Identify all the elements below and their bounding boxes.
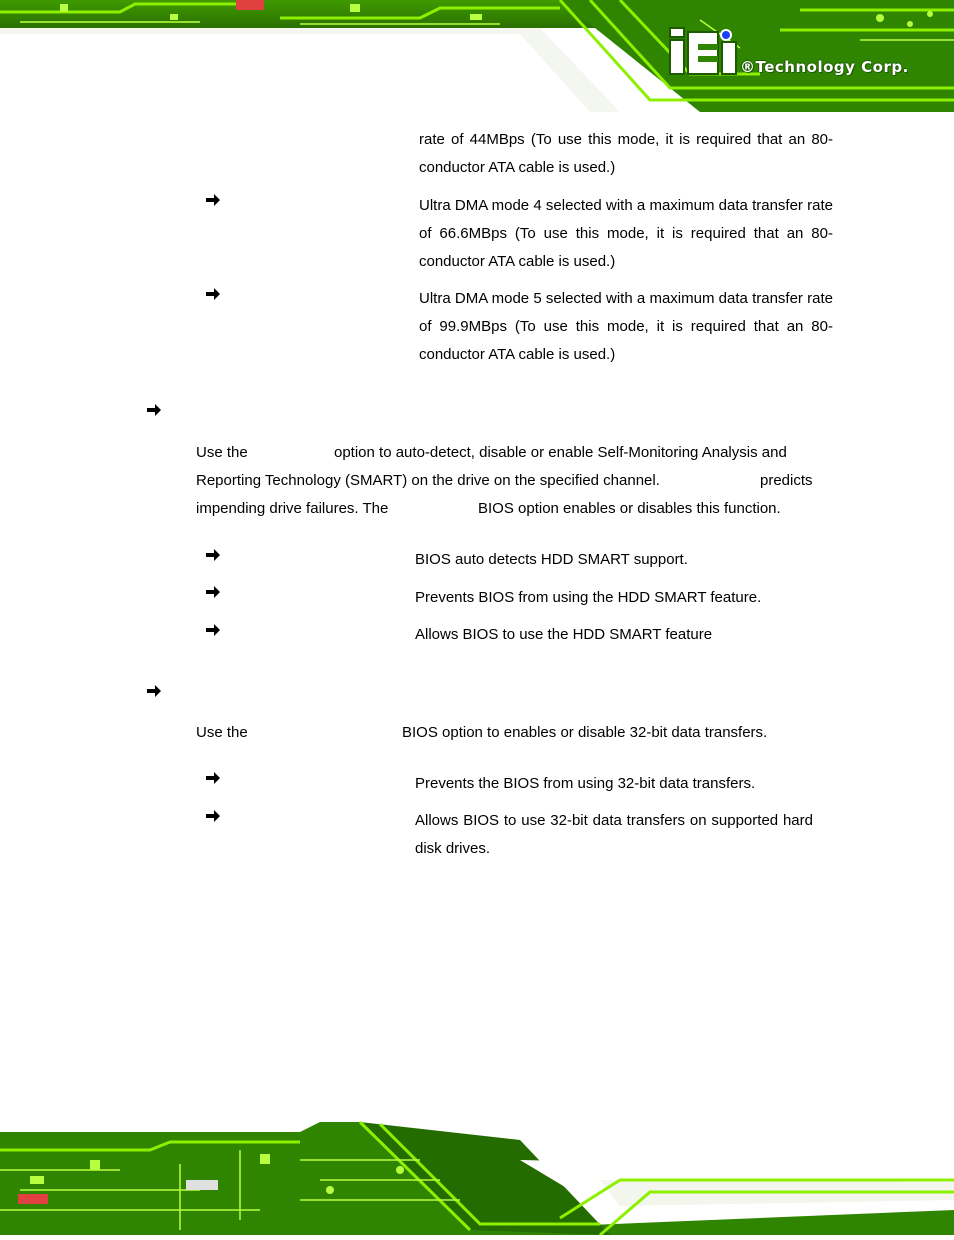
company-logo-text: ®Technology Corp. xyxy=(740,58,909,76)
udma-mode4-description: Ultra DMA mode 4 selected with a maximum data transfer rate of 66.6MBps (To use this mode, it is required that an 80-conductor ATA cable is used.) xyxy=(419,197,833,270)
smart-intro-line2-end: predicts xyxy=(760,472,813,489)
smart-enabled-description: Allows BIOS to use the HDD SMART feature xyxy=(415,626,713,643)
smart-auto-description: BIOS auto detects HDD SMART support. xyxy=(415,551,688,568)
arrow-bullet-icon xyxy=(205,771,221,785)
bit32-enabled-description: Allows BIOS to use 32-bit data transfers on supported hard disk drives. xyxy=(415,812,813,857)
smart-intro-line3-end: BIOS option enables or disables this function. xyxy=(478,500,781,517)
bit32-intro-end: BIOS option to enables or disable 32-bit data transfers. xyxy=(402,724,768,741)
arrow-bullet-icon xyxy=(205,623,221,637)
arrow-bullet-icon xyxy=(205,809,221,823)
arrow-bullet-icon xyxy=(205,585,221,599)
section-arrow-icon xyxy=(146,684,162,698)
udma-mode3-description-continued: rate of 44MBps (To use this mode, it is required that an 80-conductor ATA cable is used.) xyxy=(419,131,833,176)
section-arrow-icon xyxy=(146,403,162,417)
arrow-bullet-icon xyxy=(205,193,221,207)
page-footer-banner xyxy=(0,1120,954,1235)
arrow-bullet-icon xyxy=(205,548,221,562)
circuit-board-header-image xyxy=(0,0,954,112)
iei-logo-mark xyxy=(670,28,736,74)
smart-intro-line1-start: Use the xyxy=(196,444,248,461)
udma-mode5-description: Ultra DMA mode 5 selected with a maximum data transfer rate of 99.9MBps (To use this mode, it is required that an 80-conductor ATA cable is used.) xyxy=(419,290,833,363)
page-header-banner xyxy=(0,0,954,112)
bit32-disabled-description: Prevents the BIOS from using 32-bit data transfers. xyxy=(415,775,756,792)
circuit-board-footer-image xyxy=(0,1120,954,1235)
arrow-bullet-icon xyxy=(205,287,221,301)
bit32-intro-start: Use the xyxy=(196,724,248,741)
smart-intro-line3-start: impending drive failures. The xyxy=(196,500,389,517)
smart-intro-line1-end: option to auto-detect, disable or enable Self-Monitoring Analysis and xyxy=(334,444,787,461)
smart-intro-line2-start: Reporting Technology (SMART) on the drive on the specified channel. xyxy=(196,472,660,489)
smart-disabled-description: Prevents BIOS from using the HDD SMART feature. xyxy=(415,589,762,606)
